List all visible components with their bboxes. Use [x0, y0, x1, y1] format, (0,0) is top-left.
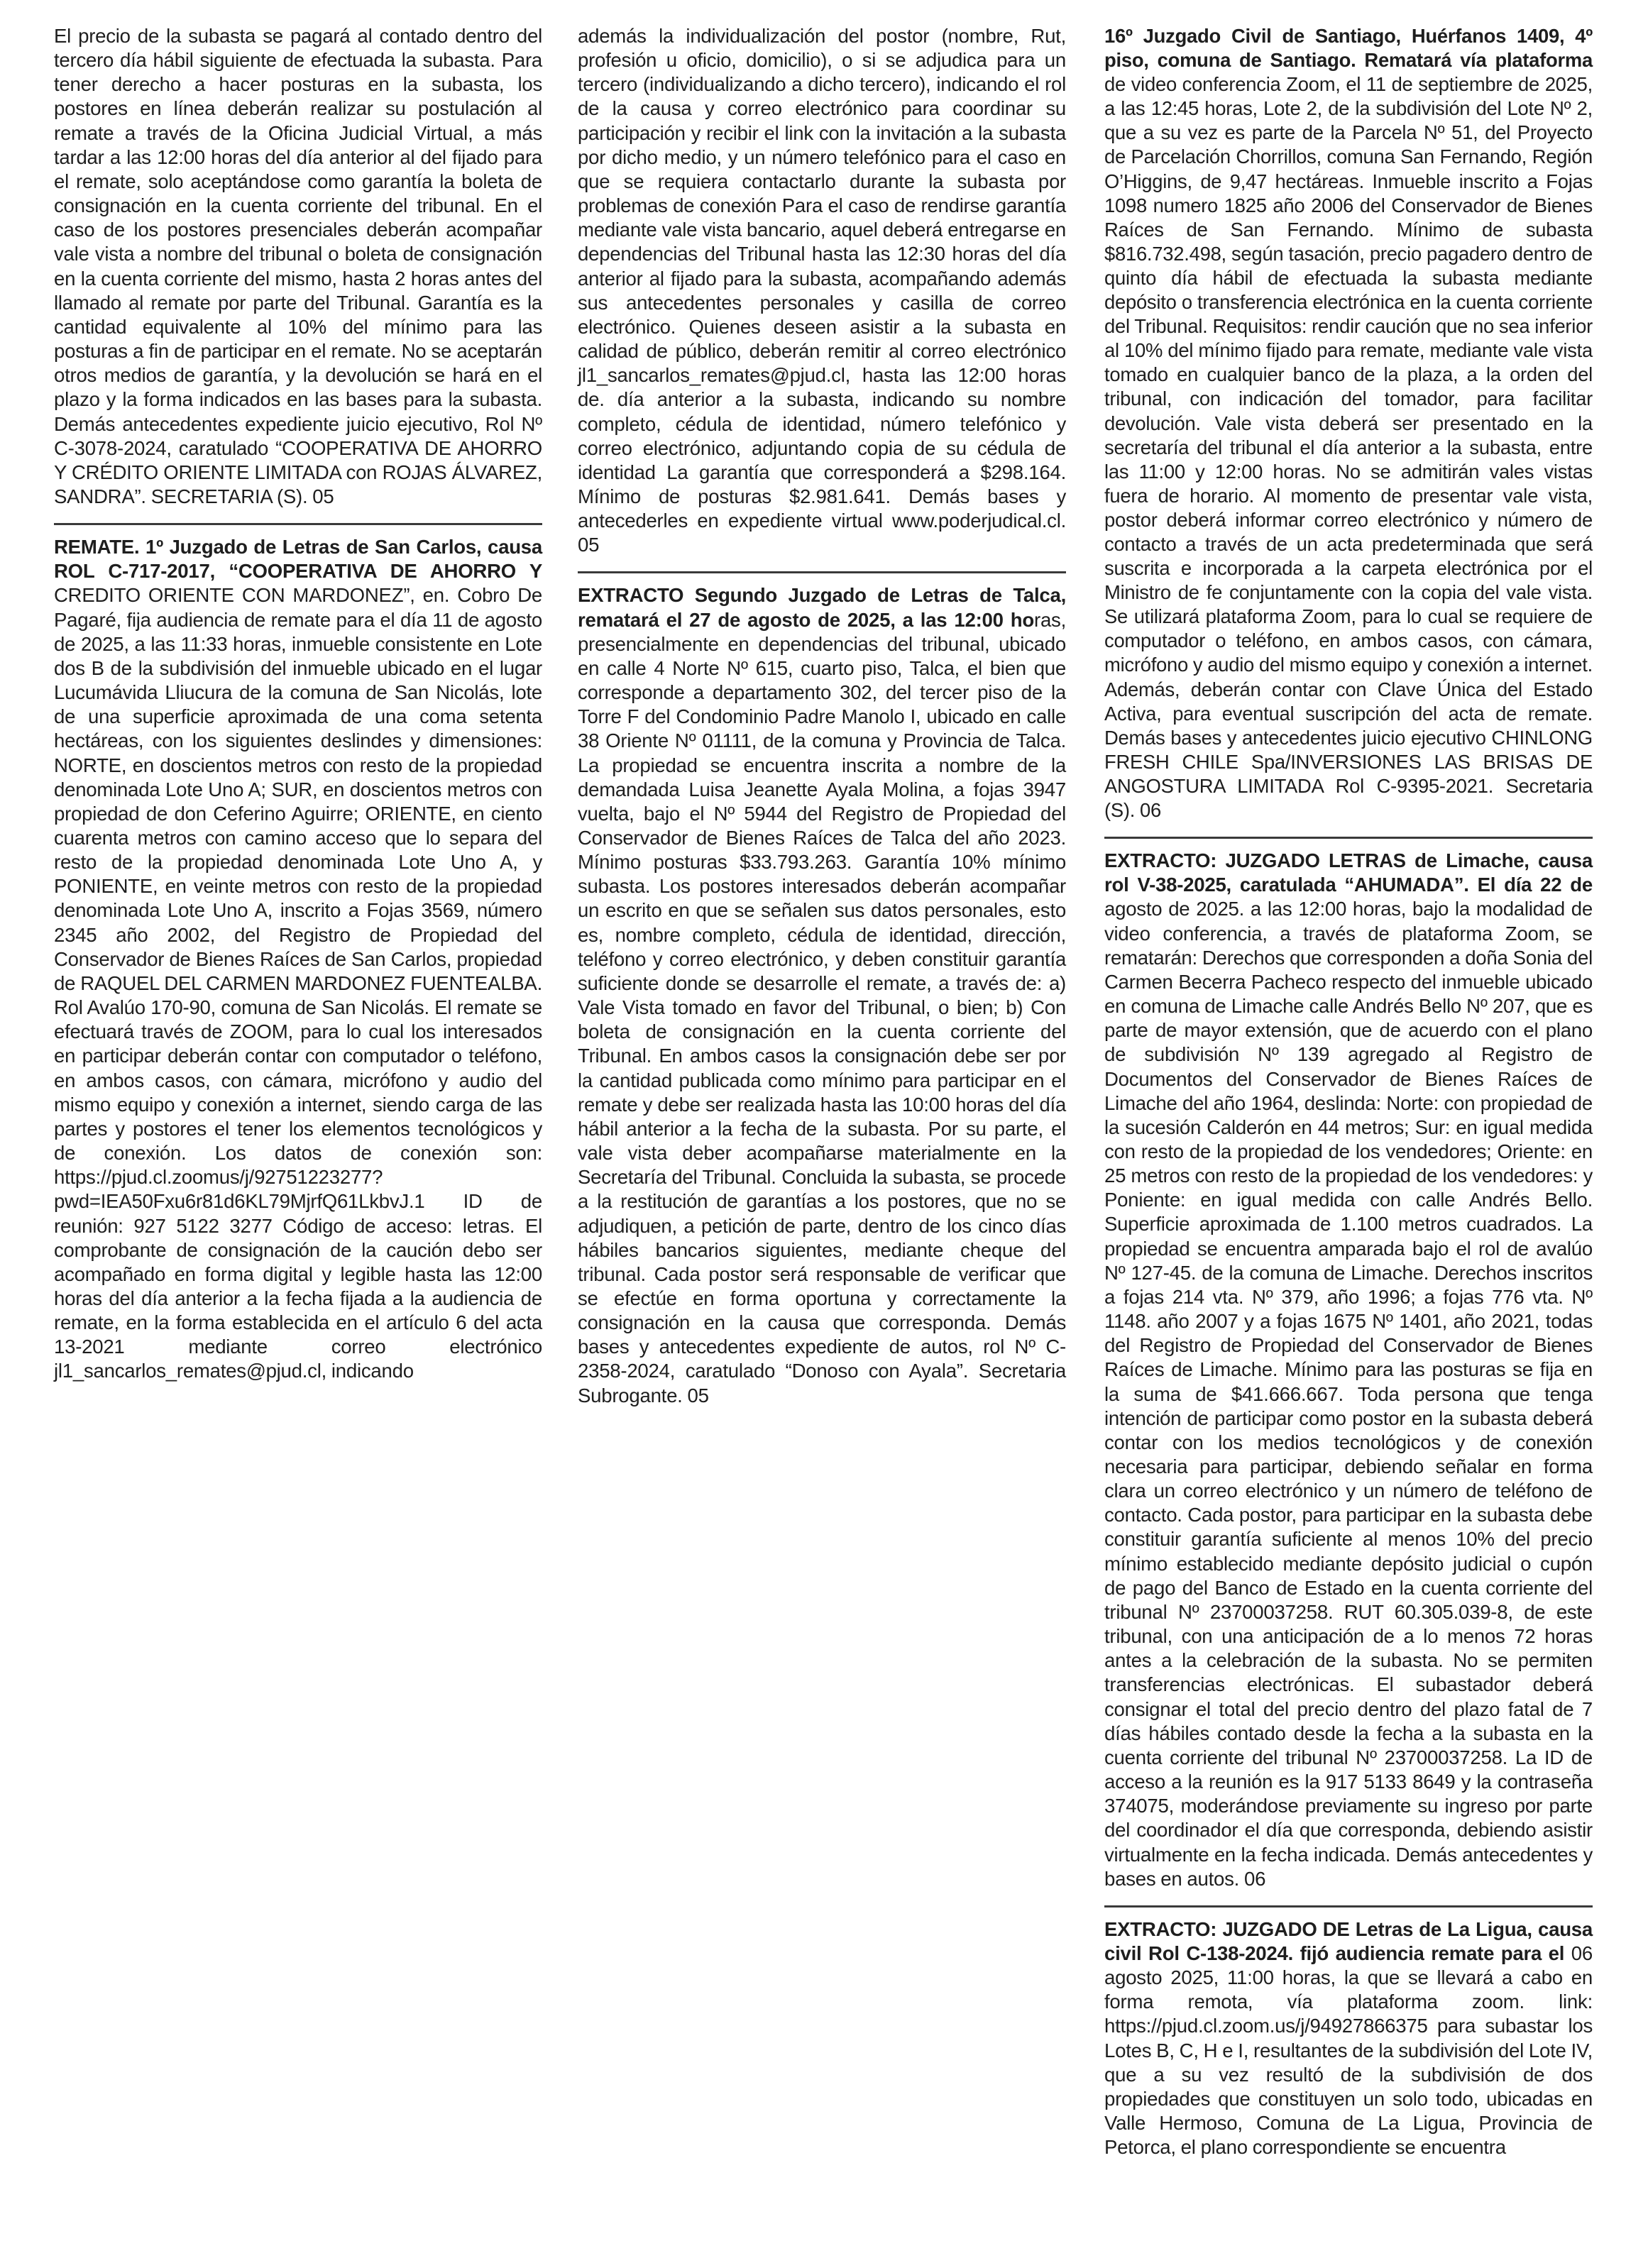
notice-body: de video conferencia Zoom, el 11 de septiembre de 2025, a las 12:45 horas, Lote 2, de la subdivisión del Lote Nº 2, que a su vez es parte de la Parcela Nº 51, del Proyecto de Parcelación Chorrillos, comuna San Fernando, Región O’Higgins, de 9,47 hectáreas. Inmueble inscrito a Fojas 1098 numero 1825 año 2006 del Conservador de Bienes Raíces de San Fernando. Mínimo de subasta $816.732.498, según tasación, precio pagadero dentro de quinto día hábil de efectuada la subasta mediante depósito o transferencia electrónica en la cuenta corriente del Tribunal. Requisitos: rendir caución que no sea inferior al 10% del mínimo fijado para remate, mediante vale vista tomado en cualquier banco de la plaza, a la orden del tribunal, con indicación del tomador, para facilitar devolución. Vale vista deberá ser presentado en la secretaría del tribunal el día anterior a la subasta, entre las 11:00 y 12:00 horas. No se admitirán vales vistas fuera de horario. Al momento de presentar vale vista, postor deberá informar correo electrónico y número de contacto a través de un acta predeterminada que será suscrita e incorporada a la carpeta electrónica por el Ministro de fe conjuntamente con la copia del vale vista. Se utilizará plataforma Zoom, para lo cual se requiere de computador o teléfono, en ambos casos, con cámara, micrófono y audio del mismo equipo y conexión a internet. Además, deberán contar con Clave Única del Estado Activa, para eventual suscripción del acta de remate. Demás bases y antecedentes juicio ejecutivo CHINLONG FRESH CHILE Spa/INVERSIONES LAS BRISAS DE ANGOSTURA LIMITADA Rol C-9395-2021. Secretaria (S). 06 — [1104, 73, 1593, 821]
column-2 — [578, 24, 1066, 1408]
notice-divider — [1104, 1905, 1593, 1908]
notice-san-carlos-continued — [578, 24, 1066, 557]
notice-body: agosto de 2025. a las 12:00 horas, bajo la modalidad de video conferencia, a través de plataforma Zoom, se rematarán: Derechos que corresponden a doña Sonia del Carmen Becerra Pacheco respecto del inmueble ubicado en comuna de Limache calle Andrés Bello Nº 207, que es parte de mayor extensión, que de acuerdo con el plano de subdivisión Nº 139 agregado al Registro de Documentos del Conservador de Bienes Raíces de Limache del año 1964, deslinda: Norte: con propiedad de la sucesión Calderón en 44 metros; Sur: en igual medida con resto de la propiedad de los vendedores; Oriente: en 25 metros con resto de la propiedad de los vendedores: y Poniente: en igual medida con calle Andrés Bello. Superficie aproximada de 1.100 metros cuadrados. La propiedad se encuentra amparada bajo el rol de avalúo Nº 127-45. de la comuna de Limache. Derechos inscritos a fojas 214 vta. Nº 379, año 1996; a fojas 776 vta. Nº 1148. año 2007 y a fojas 1675 Nº 1401, año 2021, todas del Registro de Propiedad del Conservador de Bienes Raíces de Limache. Mínimo para las posturas se fija en la suma de $41.666.667. Toda persona que tenga intención de participar como postor en la subasta deberá contar con los medios tecnológicos y de conexión necesaria para participar, debiendo señalar en forma clara un correo electrónico y un número de teléfono de contacto. Cada postor, para participar en la subasta debe constituir garantía suficiente al menos 10% del precio mínimo establecido mediante depósito judicial o cupón de pago del Banco de Estado en la cuenta corriente del tribunal Nº 23700037258. RUT 60.305.039-8, de este tribunal, con una anticipación de a lo menos 72 horas antes a la celebración de la subasta. No se permiten transferencias electrónicas. El subastador deberá consignar el total del precio dentro del plazo fatal de 7 días hábiles contado desde la fecha a la subasta en la cuenta corriente del tribunal Nº 23700037258. La ID de acceso a la reunión es la 917 5133 8649 y la contraseña 374075, moderándose previamente su ingreso por parte del coordinador el día que corresponda, debiendo asistir virtualmente en la fecha indicada. Demás antecedentes y bases en autos. 06 — [1104, 898, 1593, 1890]
notice-divider — [578, 571, 1066, 573]
notice-text — [1104, 24, 1593, 822]
notice-heading: EXTRACTO: JUZGADO LETRAS de Limache, causa rol V-38-2025, caratulada “AHUMADA”. El día 22 de — [1104, 849, 1593, 896]
notice-extracto-talca — [578, 583, 1066, 1407]
notice-text — [1104, 849, 1593, 1891]
notice-body: ras, presencialmente en dependencias del tribunal, ubicado en calle 4 Norte Nº 615, cuarto piso, Talca, el bien que corresponde a departamento 302, del tercer piso de la Torre F del Condominio Padre Manolo I, ubicado en calle 38 Oriente Nº 01111, de la comuna y Provincia de Talca. La propiedad se encuentra inscrita a nombre de la demandada Luisa Jeanette Ayala Molina, a fojas 3947 vuelta, bajo el Nº 5944 del Registro de Propiedad del Conservador de Bienes Raíces de Talca del año 2023. Mínimo posturas $33.793.263. Garantía 10% mínimo subasta. Los postores interesados deberán acompañar un escrito en que se señalen sus datos personales, esto es, nombre completo, cédula de identidad, dirección, teléfono y correo electrónico, y deben constituir garantía suficiente donde se desarrolle el remate, a través de: a) Vale Vista tomado en favor del Tribunal, o bien; b) Con boleta de consignación en la cuenta corriente del Tribunal. En ambos casos la consignación debe ser por la cantidad publicada como mínimo para participar en el remate y debe ser realizada hasta las 10:00 horas del día hábil anterior a la fecha de la subasta. Por su parte, el vale vista deber acompañarse materialmente en la Secretaría del Tribunal. Concluida la subasta, se procede a la restitución de garantías a los postores, que no se adjudiquen, a petición de parte, dentro de los cinco días hábiles bancarios siguientes, mediante cheque del tribunal. Cada postor será responsable de verificar que se efectúe en forma oportuna y correctamente la consignación en la causa que corresponda. Demás bases y antecedentes expediente de autos, rol Nº C-2358-2024, caratulado “Donoso con Ayala”. Secretaria Subrogante. 05 — [578, 608, 1066, 1407]
notice-text — [578, 24, 1066, 557]
column-1 — [54, 24, 542, 1384]
notice-heading: 16º Juzgado Civil de Santiago, Huérfanos 1409, 4º piso, comuna de Santiago. Rematará vía plataforma — [1104, 25, 1593, 72]
notice-body: CREDITO ORIENTE CON MARDONEZ”, en. Cobro De Pagaré, fija audiencia de remate para el día 11 de agosto de 2025, a las 11:33 horas, inmueble consistente en Lote dos B de la subdivisión del inmueble ubicado en el lugar Lucumávida Lliucura de la comuna de San Nicolás, lote de una superficie aproximada de una coma setenta hectáreas, con los siguientes deslindes y dimensiones: NORTE, en doscientos metros con resto de la propiedad denominada Lote Uno A; SUR, en doscientos metros con propiedad de don Ceferino Aguirre; ORIENTE, en ciento cuarenta metros con camino acceso que lo separa del resto de la propiedad denominada Lote Uno A, y PONIENTE, en veinte metros con resto de la propiedad denominada Lote Uno A, inscrito a Fojas 3569, número 2345 año 2002, del Registro de Propiedad del Conservador de Bienes Raíces de San Carlos, propiedad de RAQUEL DEL CARMEN MARDONEZ FUENTEALBA. Rol Avalúo 170-90, comuna de San Nicolás. El remate se efectuará través de ZOOM, para lo cual los interesados en participar deberán contar con computador o teléfono, en ambos casos, con cámara, micrófono y audio del mismo equipo y conexión a internet, siendo carga de las partes y postores el tener los elementos tecnológicos y de conexión. Los datos de conexión son: https://pjud.cl.zoomus/j/92751223277?pwd=IEA50Fxu6r81d6KL79MjrfQ61LkbvJ.1 ID de reunión: 927 5122 3277 Código de acceso: letras. El comprobante de consignación de la caución debo ser acompañado en forma digital y legible hasta las 12:00 horas del día anterior a la fecha fijada a la audiencia de remate, en la forma establecida en el artículo 6 del acta 13-2021 mediante correo electrónico jl1_sancarlos_remates@pjud.cl, indicando — [54, 584, 542, 1382]
notice-text — [54, 535, 542, 1383]
notice-body: 06 agosto 2025, 11:00 horas, la que se llevará a cabo en forma remota, vía plataforma zoom. link: https://pjud.cl.zoom.us/j/94927866375 para subastar los Lotes B, C, H e I, resultantes de la subdivisión del Lote IV, que a su vez resultó de la subdivisión de dos propiedades que constituyen un solo todo, ubicadas en Valle Hermoso, Comuna de La Ligua, Provincia de Petorca, el plano correspondiente se encuentra — [1104, 1942, 1593, 2159]
notice-extracto-limache — [1104, 849, 1593, 1891]
notice-divider — [1104, 837, 1593, 839]
notice-body: El precio de la subasta se pagará al contado dentro del tercero día hábil siguiente de efectuada la subasta. Para tener derecho a hacer posturas en la subasta, los postores en línea deberán realizar su postulación al remate a través de la Oficina Judicial Virtual, a más tardar a las 12:00 horas del día anterior al del fijado para el remate, solo aceptándose como garantía la boleta de consignación en la cuenta corriente del tribunal. En el caso de los postores presenciales deberán acompañar vale vista a nombre del tribunal o boleta de consignación en la cuenta corriente del mismo, hasta 2 horas antes del llamado al remate por parte del Tribunal. Garantía es la cantidad equivalente al 10% del mínimo para las posturas a fin de participar en el remate. No se aceptarán otros medios de garantía, y la devolución se hará en el plazo y la forma indicados en las bases para la subasta. Demás antecedentes expediente juicio ejecutivo, Rol Nº C-3078-2024, caratulado “COOPERATIVA DE AHORRO Y CRÉDITO ORIENTE LIMITADA con ROJAS ÁLVAREZ, SANDRA”. SECRETARIA (S). 05 — [54, 25, 542, 507]
notice-text — [54, 24, 542, 509]
notice-body: además la individualización del postor (nombre, Rut, profesión u oficio, domicilio), o si se adjudica para un tercero (individualizando a dicho tercero), indicando el rol de la causa y correo electrónico para coordinar su participación y recibir el link con la invitación a la subasta por dicho medio, y un número telefónico para el caso en que se requiera contactarlo durante la subasta por problemas de conexión Para el caso de rendirse garantía mediante vale vista bancario, aquel deberá entregarse en dependencias del Tribunal hasta las 12:30 horas del día anterior al fijado para la subasta, acompañando además sus antecedentes personales y casilla de correo electrónico. Quienes deseen asistir a la subasta en calidad de público, deberán remitir al correo electrónico jl1_sancarlos_remates@pjud.cl, hasta las 12:00 horas de. día anterior a la subasta, indicando su nombre completo, cédula de identidad, número telefónico y correo electrónico, adjuntando copia de su cédula de identidad La garantía que corresponderá a $298.164. Mínimo de posturas $2.981.641. Demás bases y antecederles en expediente virtual www.poderjudical.cl. 05 — [578, 25, 1066, 556]
notice-heading: EXTRACTO Segundo Juzgado de Letras de Talca, rematará el 27 de agosto de 2025, a las 12:00 ho — [578, 584, 1066, 631]
notice-text — [1104, 1917, 1593, 2160]
notice-juzgado-santiago — [1104, 24, 1593, 822]
notice-divider — [54, 523, 542, 525]
notice-extracto-la-ligua — [1104, 1917, 1593, 2160]
column-3 — [1104, 24, 1593, 2159]
notice-text — [578, 583, 1066, 1407]
notice-remate-san-carlos — [54, 535, 542, 1383]
notice-heading: REMATE. 1º Juzgado de Letras de San Carlos, causa ROL C-717-2017, “COOPERATIVA DE AHORRO Y — [54, 536, 542, 583]
notice-heading: EXTRACTO: JUZGADO DE Letras de La Ligua, causa civil Rol C-138-2024. fijó audiencia remate para el — [1104, 1917, 1593, 1964]
notice-cooperativa-rojas — [54, 24, 542, 509]
